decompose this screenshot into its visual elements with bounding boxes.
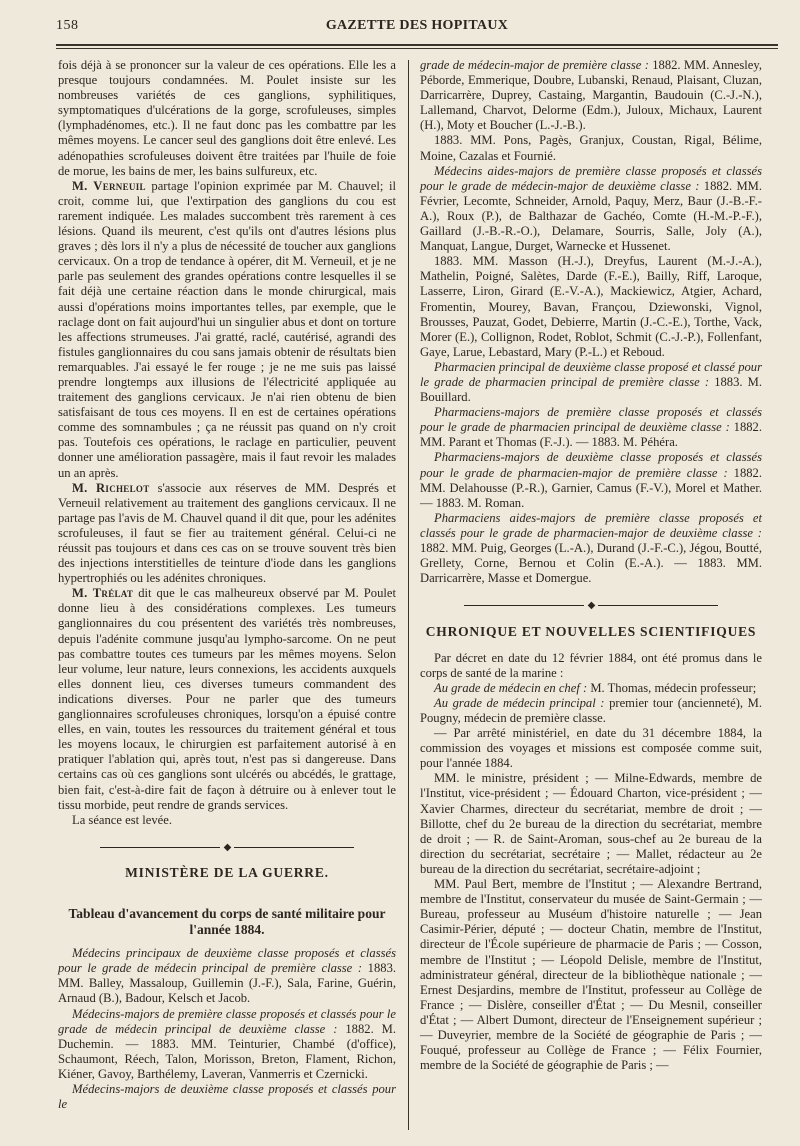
section-separator: ◆ [58, 840, 396, 855]
header-rule [56, 44, 778, 46]
journal-title: GAZETTE DES HOPITAUX [325, 18, 509, 33]
paragraph: — Par arrêté ministériel, en date du 31 décembre 1884, la commission des voyages et missions est composée comme suit, pour l'année 1884. [420, 726, 762, 771]
section-separator: ◆ [420, 598, 762, 613]
article-subtitle: Tableau d'avancement du corps de santé militaire pour l'année 1884. [68, 906, 386, 938]
speaker-name: M. Verneuil [72, 178, 146, 193]
paragraph: Par décret en date du 12 février 1884, ont été promus dans le corps de santé de la marine : [420, 650, 762, 680]
section-title: CHRONIQUE ET NOUVELLES SCIENTIFIQUES [425, 623, 757, 639]
paragraph [58, 481, 396, 587]
entry-label: grade de médecin-major de première classe : [420, 58, 649, 72]
entry-text: 1882. MM. Parant et Thomas (F.-J.). — 1883. M. Péhéra. [420, 420, 762, 450]
entry-text: 1882. MM. Février, Lecomte, Schneider, Arnold, Paquy, Merz, Baur (J.-B.-F.-A.), Roux (P.), de Balthazar de Gachéo, Comte (H.-M.-P.-F.), Gaillard (J.-B.-R.-O.), Delamare, Sourris, Salle, Joly (A.), Manquat, Langue, Durget, Warnecke et Hussenet. [420, 178, 763, 254]
entry-text: 1882. MM. Puig, Georges (L.-A.), Durand (J.-F.-C.), Jégou, Boutté, Grellety, Corne, Bernou et Colin (E.-A.). — 1883. MM. Darricarrère, Masse et Domergue. [420, 541, 762, 586]
speaker-name: M. Richelot [72, 480, 150, 495]
paragraph: fois déjà à se prononcer sur la valeur de ces opérations. Elle les a presque toujours condamnées. M. Poulet insiste sur les nombreuses variétés de ces ganglions, syphilitiques, symptomatiques d'ulcérations de la gorge, scrofuleuses, simples (lymphadénomes, etc.). Il ne faut donc pas les combattre par les mêmes moyens. Le cancer seul des ganglions doit être enlevé. Les adénopathies scrofuleuses doivent être traitées par l'huile de foie de morue, les bains de mer, les bains sulfureux, etc. [58, 58, 396, 178]
right-column [420, 58, 762, 1073]
promotion-entry: 1883. MM. Masson (H.-J.), Dreyfus, Laurent (M.-J.-A.), Mathelin, Poigné, Salètes, Darde (F.-E.), Bailly, Riff, Laroque, Lasserre, Liron, Girard (E.-V.-A.), Mackiewicz, Atgier, Achard, Fromentin, Mourey, Bavan, Françou, Dziewonski, Vignol, Brousses, Pauzat, Godet, Debierre, Martin (J.-C.-E.), Torthe, Vack, Morer (E.), Collignon, Rodet, Roblot, Schmit (C.-J.-P.), Follenfant, Gaye, Larue, Lebastard, Mary (P.-L.) et Reboud. [420, 254, 762, 359]
entry-text: premier tour (ancienneté), M. Pougny, médecin de première classe. [420, 695, 763, 725]
promotion-entry [420, 58, 762, 133]
paragraph [58, 179, 396, 481]
promotion-entry [420, 405, 762, 450]
entry-text: 1882. M. Duchemin. — 1883. MM. Teinturier, Chambé (d'office), Schaumont, Réech, Talon, Morisson, Breton, Flament, Richon, Kiéner, Gavoy, Barthélemy, Laveran, Vanmerris et Czernicki. [58, 1021, 397, 1081]
entry-label: Pharmaciens-majors de première classe proposés et classés pour le grade de pharmacien principal de deuxième classe : [420, 405, 762, 435]
entry-text: 1883. MM. Balley, Massaloup, Guillemin (J.-F.), Sala, Farine, Guérin, Arnaud (B.), Badour, Kelsch et Jacob. [58, 961, 397, 1006]
closing-line: La séance est levée. [72, 812, 172, 827]
entry-label: Pharmaciens-majors de deuxième classe proposés et classés pour le grade de pharmacien-major de première classe : [420, 450, 762, 480]
entry-label: Pharmaciens aides-majors de première classe proposés et classés pour le grade de pharmacien-major de deuxième classe : [420, 510, 762, 540]
entry-label: Médecins-majors de deuxième classe proposés et classés pour le [58, 1081, 396, 1112]
column-divider [408, 60, 409, 1130]
paragraph: MM. Paul Bert, membre de l'Institut ; — Alexandre Bertrand, membre de l'Institut, conservateur du musée de Saint-Germain ; — Bureau, professeur au Muséum d'histoire naturelle ; — Jean Casimir-Périer, député ; — docteur Chatin, membre de l'Institut, directeur de l'École supérieure de pharmacie de Paris ; — Cosson, membre de l'Institut ; — Léopold Delisle, membre de l'Institut, administrateur général, directeur de la bibliothèque nationale ; — Ernest Desjardins, membre de l'Institut, professeur au Collège de France ; — Dislère, conseiller d'État ; — Du Mesnil, conseiller d'État ; — Albert Dumont, directeur de l'Enseignement supérieur ; — Duveyrier, membre de la Société de géographie de Paris ; — Fouqué, professeur au Collège de France ; — Félix Fournier, membre de la Société de géographie de Paris ; — [420, 877, 762, 1073]
entry-label: Médecins-majors de première classe proposés et classés pour le grade de médecin principal de deuxième classe : [58, 1006, 396, 1036]
paragraph [58, 586, 396, 812]
promotion-entry [420, 450, 762, 510]
promotion-entry [420, 164, 762, 255]
section-title: MINISTÈRE DE LA GUERRE. [125, 865, 329, 881]
page-number: 158 [56, 18, 79, 33]
paragraph [420, 696, 762, 726]
promotion-entry [420, 511, 762, 586]
entry-text: 1882. MM. Annesley, Péborde, Emmerique, Doubre, Lubanski, Renaud, Plaisant, Cluzan, Darricarrère, Duprey, Castaing, Margantin, Baudouin (C.-J.-N.), Lallemand, Charvot, Delorme (Edm.), Juloux, Michaux, Laurent (H.), Moty et Boucher (L.-J.-B.). [420, 58, 762, 133]
promotion-entry: 1883. MM. Pons, Pagès, Granjux, Coustan, Rigal, Bélime, Moine, Cazalas et Fournié. [420, 133, 762, 163]
promotion-entry [58, 1082, 396, 1112]
paragraph: MM. le ministre, président ; — Milne-Edwards, membre de l'Institut, vice-président ; — Édouard Charton, vice-président ; — Xavier Charmes, directeur du secrétariat, membre de droit ; — Billotte, chef du 2e bureau de la direction du secrétariat, membre de droit ; — R. de Saint-Aroman, sous-chef au 2e bureau de la direction du secrétariat, secrétaire ; — Mallet, rédacteur au 2e bureau de la direction du secrétariat, secrétaire-adjoint ; [420, 771, 762, 876]
entry-text: 1882. MM. Delahousse (P.-R.), Garnier, Camus (F.-V.), Morel et Mather. — 1883. M. Roman. [420, 465, 762, 510]
entry-text: M. Thomas, médecin professeur; [590, 680, 757, 695]
paragraph-text: dit que le cas malheureux observé par M. Poulet donne lieu à des considérations complexes. Les tumeurs ganglionnaires du cou présentent des variétés très nombreuses, depuis l'adénite commune jusqu'au lympho-sarcome. On ne peut pas combattre toutes ces tumeurs par les mêmes moyens. Selon leur volume, leur nature, leurs connexions, les accidents auxquels elles donnent lieu, ces diverses tumeurs commandent des indications diverses. Pour ne parler que des tumeurs ganglionnaires scrofuleuses chroniques, lorsqu'on a épuisé contre elles, en vain, toutes les ressources du traitement général et tous les moyens locaux, le chirurgien est parfaitement autorisé à en pratiquer l'ablation qui, après tout, n'est pas si dangereuse. Dans certains cas où ces ganglions sont ulcérés ou abcédés, le grattage, bien fait, c'est-à-dire fait de façon à détruire ou à enlever tout le tissu morbide, peut rendre de grands services. [58, 586, 396, 812]
promotion-entry [58, 946, 396, 1006]
speaker-name: M. Trélat [72, 586, 134, 601]
entry-text: 1883. M. Bouillard. [420, 374, 762, 405]
entry-label: Pharmacien principal de deuxième classe proposé et classé pour le grade de pharmacien principal de première classe : [420, 359, 762, 389]
left-column [58, 58, 396, 1112]
page-header [56, 14, 778, 38]
paragraph-text: s'associe aux réserves de MM. Després et Verneuil relativement au traitement des ganglions cervicaux. Il ne partage pas l'avis de M. Chauvel quand il dit que, pour les adénites scrofuleuses, il faut se fier au traitement général. Celui-ci ne réussit pas toujours et dans ces cas on se trouve souvent très bien des injections interstitielles de teinture d'iode dans les ganglions hypertrophiés ou les adénites chroniques. [58, 480, 397, 586]
entry-label: Au grade de médecin principal : [434, 695, 605, 710]
entry-label: Au grade de médecin en chef : [434, 680, 588, 695]
entry-label: Médecins principaux de deuxième classe proposés et classés pour le grade de médecin principal de première classe : [58, 946, 396, 976]
promotion-entry [420, 360, 762, 405]
promotion-entry [58, 1007, 396, 1082]
header-rule-thin [56, 48, 778, 49]
entry-label: Médecins aides-majors de première classe proposés et classés pour le grade de médecin-major de deuxième classe : [420, 163, 762, 193]
paragraph [420, 681, 762, 696]
paragraph-text: partage l'opinion exprimée par M. Chauvel; il croit, comme lui, que l'extirpation des ganglions du cou est rarement indiquée. Les malades succombent très rarement à ces lésions. Quand ils meurent, c'est qu'ils ont d'autres lésions plus graves ; dès lors il n'y a plus de nécessité de toucher aux ganglions cervicaux. On a trop de tendance à opérer, dit M. Verneuil, et je ne parle pas seulement des grandes opérations contre lesquelles il se fait déjà une certaine réaction dans le monde chirurgical, mais aussi d'opérations moins importantes telles, par exemple, que le raclage dont on fait aujourd'hui un singulier abus et dont on torture les affections strumeuses. J'ai gratté, raclé, cautérisé, agrandi des fistules ganglionnaires du cou sans jamais obtenir de résultats bien remarquables. J'ai essayé le fer rouge ; je ne me suis pas laissé prendre longtemps aux illusions de l'électricité appliquée au traitement des ganglions cervicaux. Je n'ai rien obtenu de bien satisfaisant de tous ces moyens. Il en est de certaines opérations comme des somnambules ; ça ne réussit pas quand on n'y croit pas. Toutefois ces opérations, le raclage en particulier, peuvent donner une amélioration passagère, mais il faut revoir les malades un an après. [58, 178, 396, 480]
